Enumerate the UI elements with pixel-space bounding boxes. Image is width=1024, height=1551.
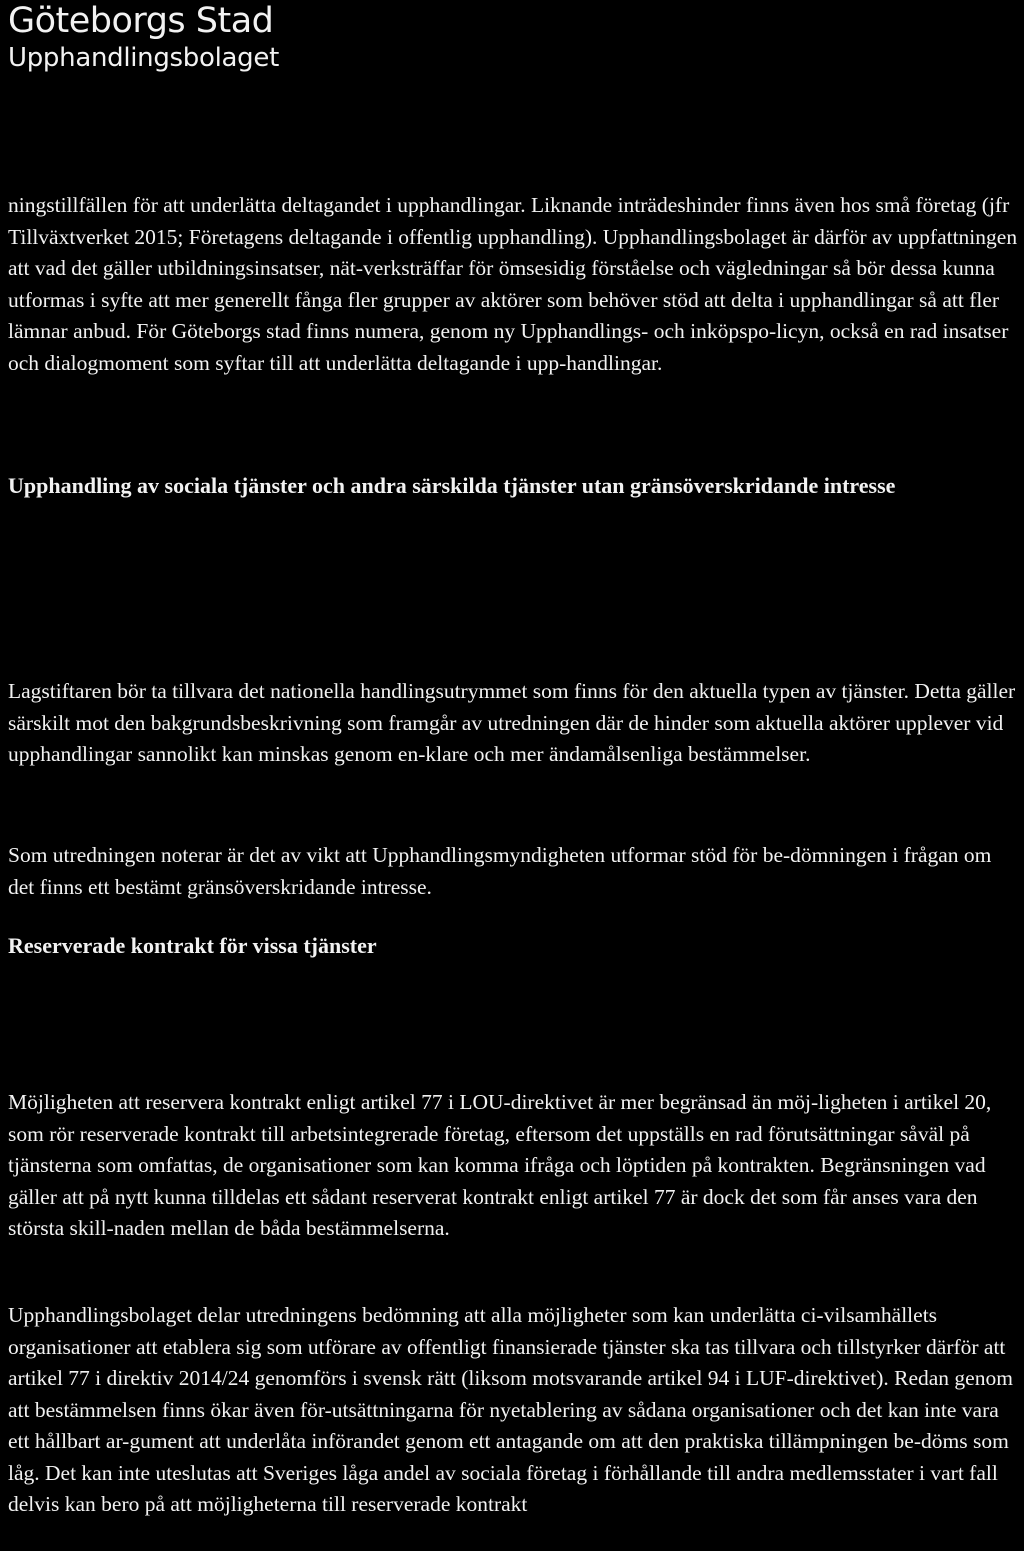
organization-unit: Upphandlingsbolaget bbox=[8, 43, 279, 73]
section-heading-social-services: Upphandling av sociala tjänster och andra särskilda tjänster utan gränsöverskridande intresse bbox=[8, 473, 896, 498]
section-heading-reserved-contracts: Reserverade kontrakt för vissa tjänster bbox=[8, 933, 377, 958]
paragraph-2: Lagstiftaren bör ta tillvara det nationella handlingsutrymmet som finns för den aktuella typen av tjänster. Detta gäller särskilt mot den bakgrundsbeskrivning som framgår av utredningen där de hinder som aktuella aktörer upplever vid upphandlingar sannolikt kan minskas genom en-klare och mer ändamålsenliga bestämmelser. bbox=[8, 679, 1016, 766]
paragraph-5: Upphandlingsbolaget delar utredningens bedömning att alla möjligheter som kan underlätta ci-vilsamhällets organisationer att etablera sig som utförare av offentligt finansierade tjänster ska tas tillvara och tillstyrker därför att artikel 77 i direktiv 2014/24 genomförs i svensk rätt (liksom motsvarande artikel 94 i LUF-direktivet). Redan genom att bestämmelsen finns ökar även för-utsättningarna för nyetablering av sådana organisationer och det kan inte vara ett hållbart ar-gument att underlåta införandet genom ett antagande om att den praktiska tillämpningen be-döms som låg. Det kan inte uteslutas att Sveriges låga andel av sociala företag i förhållande till andra medlemsstater i vart fall delvis kan bero på att möjligheterna till reserverade kontrakt bbox=[8, 1303, 1013, 1516]
paragraph-3: Som utredningen noterar är det av vikt att Upphandlingsmyndigheten utformar stöd för be-dömningen i frågan om det finns ett bestämt gränsöverskridande intresse. bbox=[8, 843, 992, 899]
paragraph-1: ningstillfällen för att underlätta deltagandet i upphandlingar. Liknande inträdeshinder finns även hos små företag (jfr Tillväxtverket 2015; Företagens deltagande i offentlig upphandling). Upphandlingsbolaget är därför av uppfattningen att vad det gäller utbildningsinsatser, nät-verksträffar för ömsesidig förståelse och vägledningar så bör dessa kunna utformas i syfte att mer generellt fånga fler grupper av aktörer som behöver stöd att delta i upphandlingar så att fler lämnar anbud. För Göteborgs stad finns numera, genom ny Upphandlings- och inköpspo-licyn, också en rad insatser och dialogmoment som syftar till att underlätta deltagande i upp-handlingar. bbox=[8, 193, 1018, 375]
paragraph-4: Möjligheten att reservera kontrakt enligt artikel 77 i LOU-direktivet är mer begränsad än möj-ligheten i artikel 20, som rör reserverade kontrakt till arbetsintegrerade företag, eftersom det uppställs en rad förutsättningar såväl på tjänsterna som omfattas, de organisationer som kan komma ifråga och löptiden på kontrakten. Begränsningen vad gäller att på nytt kunna tilldelas ett sådant reserverat kontrakt enligt artikel 77 är dock det som får anses vara den största skill-naden mellan de båda bestämmelserna. bbox=[8, 1090, 992, 1240]
letterhead bbox=[8, 0, 279, 74]
organization-name: Göteborgs Stad bbox=[8, 1, 274, 41]
